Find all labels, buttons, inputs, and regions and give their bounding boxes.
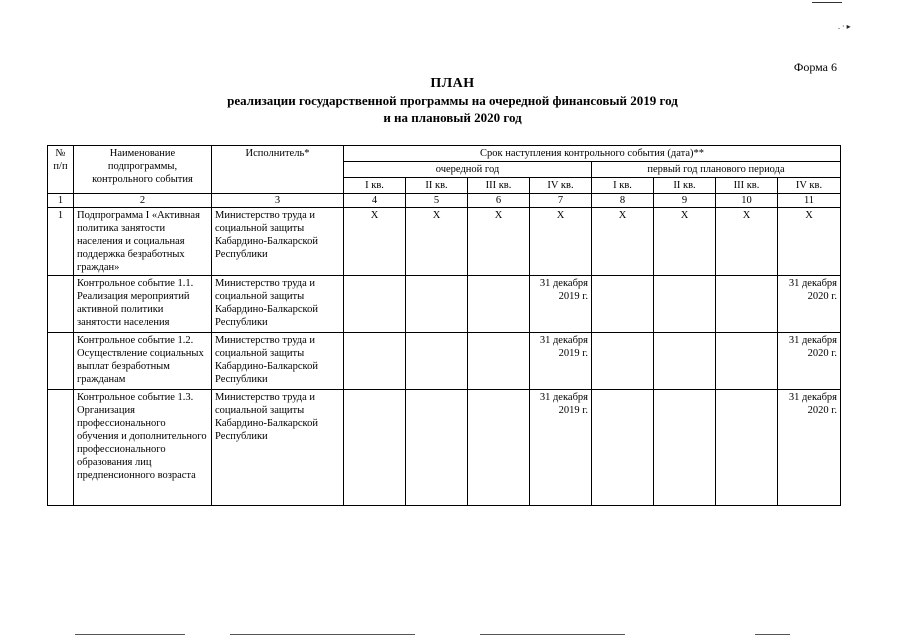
quarter-cell [654, 333, 716, 390]
header-quarter: III кв. [468, 178, 530, 194]
scan-mark-top [812, 2, 842, 3]
scan-dots: . · ▸ [838, 22, 851, 31]
header-quarter: I кв. [592, 178, 654, 194]
header-quarter: IV кв. [530, 178, 592, 194]
quarter-cell: X [778, 208, 841, 276]
table-row [48, 208, 841, 276]
header-executor: Исполнитель* [212, 146, 344, 194]
header-num: № п/п [48, 146, 74, 194]
quarter-cell [468, 390, 530, 506]
quarter-cell [406, 390, 468, 506]
quarter-cell [344, 276, 406, 333]
column-number-row [48, 194, 841, 208]
row-name: Подпрограмма I «Активная политика занятости населения и социальная поддержка безработных граждан» [74, 208, 212, 276]
quarter-cell [592, 333, 654, 390]
subtitle-line-2: и на плановый 2020 год [383, 110, 522, 125]
header-quarter: IV кв. [778, 178, 841, 194]
row-executor: Министерство труда и социальной защиты Кабардино-Балкарской Республики [212, 390, 344, 506]
header-quarter: II кв. [406, 178, 468, 194]
column-number: 11 [778, 194, 841, 208]
column-number: 2 [74, 194, 212, 208]
quarter-cell: X [592, 208, 654, 276]
form-label: Форма 6 [793, 60, 837, 74]
table-row [48, 333, 841, 390]
row-num [48, 390, 74, 506]
column-number: 1 [48, 194, 74, 208]
row-executor: Министерство труда и социальной защиты Кабардино-Балкарской Республики [212, 333, 344, 390]
quarter-cell [654, 390, 716, 506]
quarter-cell [654, 276, 716, 333]
quarter-cell [592, 390, 654, 506]
header-quarter: I кв. [344, 178, 406, 194]
row-num [48, 333, 74, 390]
table-row [48, 390, 841, 506]
quarter-cell: 31 декабря 2020 г. [778, 390, 841, 506]
subtitle-line-1: реализации государственной программы на очередной финансовый 2019 год [227, 93, 678, 108]
scan-mark-bottom-4 [755, 634, 790, 635]
row-name: Контрольное событие 1.3. Организация профессионального обучения и дополнительного профессионального образования лиц предпенсионного возраста [74, 390, 212, 506]
scan-mark-bottom-1 [75, 634, 185, 635]
quarter-cell [716, 276, 778, 333]
header-row-1 [48, 146, 841, 162]
quarter-cell: X [716, 208, 778, 276]
table-row [48, 276, 841, 333]
column-number: 5 [406, 194, 468, 208]
quarter-cell [716, 333, 778, 390]
column-number: 3 [212, 194, 344, 208]
quarter-cell: 31 декабря 2019 г. [530, 390, 592, 506]
row-executor: Министерство труда и социальной защиты Кабардино-Балкарской Республики [212, 276, 344, 333]
quarter-cell: 31 декабря 2019 г. [530, 276, 592, 333]
column-number: 8 [592, 194, 654, 208]
header-deadline: Срок наступления контрольного события (дата)** [344, 146, 841, 162]
header-quarter: II кв. [654, 178, 716, 194]
row-executor: Министерство труда и социальной защиты Кабардино-Балкарской Республики [212, 208, 344, 276]
row-name: Контрольное событие 1.2. Осуществление социальных выплат безработным гражданам [74, 333, 212, 390]
header-quarter: III кв. [716, 178, 778, 194]
quarter-cell [468, 333, 530, 390]
quarter-cell [406, 276, 468, 333]
column-number: 6 [468, 194, 530, 208]
quarter-cell: X [654, 208, 716, 276]
header-current-year: очередной год [344, 162, 592, 178]
row-name: Контрольное событие 1.1. Реализация мероприятий активной политики занятости населения [74, 276, 212, 333]
quarter-cell: X [344, 208, 406, 276]
quarter-cell: X [530, 208, 592, 276]
quarter-cell: 31 декабря 2019 г. [530, 333, 592, 390]
header-planning-year: первый год планового периода [592, 162, 841, 178]
quarter-cell: X [406, 208, 468, 276]
header-name: Наименование подпрограммы, контрольного события [74, 146, 212, 194]
title: ПЛАН [430, 76, 475, 91]
row-num: 1 [48, 208, 74, 276]
column-number: 4 [344, 194, 406, 208]
row-num [48, 276, 74, 333]
column-number: 9 [654, 194, 716, 208]
quarter-cell: 31 декабря 2020 г. [778, 333, 841, 390]
scan-mark-bottom-2 [230, 634, 415, 635]
quarter-cell [344, 333, 406, 390]
quarter-cell [406, 333, 468, 390]
document-title [0, 76, 905, 126]
plan-table [47, 145, 841, 506]
quarter-cell [716, 390, 778, 506]
quarter-cell: X [468, 208, 530, 276]
quarter-cell [592, 276, 654, 333]
column-number: 7 [530, 194, 592, 208]
quarter-cell [468, 276, 530, 333]
scan-mark-bottom-3 [480, 634, 625, 635]
quarter-cell [344, 390, 406, 506]
quarter-cell: 31 декабря 2020 г. [778, 276, 841, 333]
column-number: 10 [716, 194, 778, 208]
